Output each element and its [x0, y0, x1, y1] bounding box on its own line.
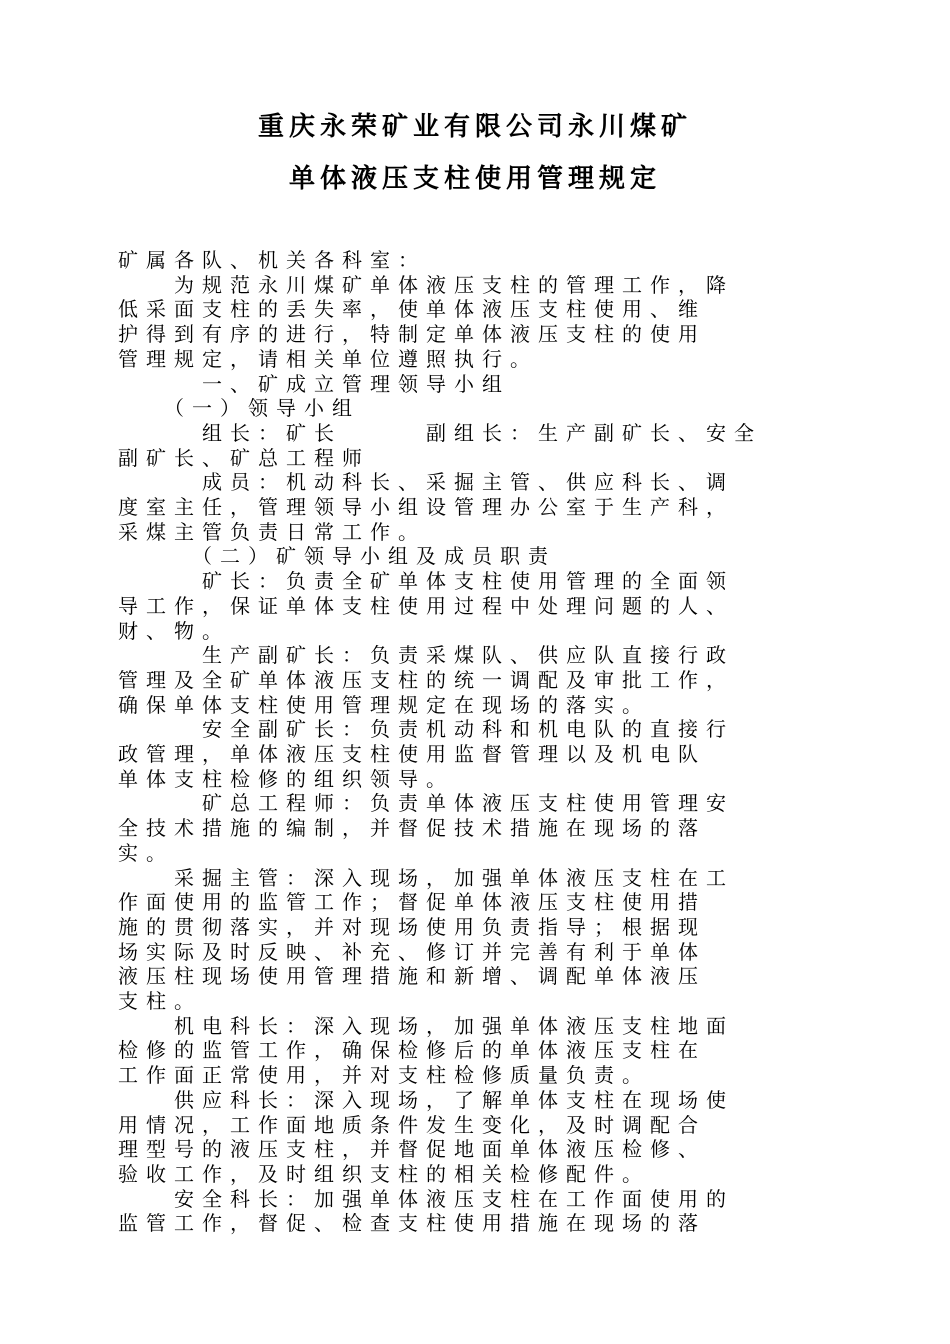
- text-line: 副矿长、矿总工程师: [118, 445, 370, 470]
- text-line: 理型号的液压支柱，并督促地面单体液压检修、: [118, 1137, 706, 1162]
- text-line: 护得到有序的进行，特制定单体液压支柱的使用: [118, 322, 706, 347]
- text-line: 矿属各队、机关各科室：: [118, 248, 426, 272]
- text-line: 矿长：负责全矿单体支柱使用管理的全面领: [118, 569, 734, 594]
- text-line: 安全副矿长：负责机动科和机电队的直接行: [118, 717, 734, 742]
- text-line: （一）领导小组: [118, 396, 360, 421]
- text-line: 机电科长：深入现场，加强单体液压支柱地面: [118, 1013, 734, 1038]
- text-line: 供应科长：深入现场，了解单体支柱在现场使: [118, 1087, 734, 1112]
- text-line: 检修的监管工作，确保检修后的单体液压支柱在: [118, 1038, 706, 1063]
- text-line: 为规范永川煤矿单体液压支柱的管理工作，降: [118, 272, 734, 297]
- text-line: 单体支柱检修的组织领导。: [118, 766, 454, 791]
- text-line: 财、物。: [118, 618, 230, 643]
- text-line: 组长：矿长 副组长：生产副矿长、安全: [118, 420, 762, 445]
- text-line: 政管理，单体液压支柱使用监督管理以及机电队: [118, 742, 706, 766]
- text-line: 监管工作，督促、检查支柱使用措施在现场的落: [118, 1211, 706, 1236]
- text-line: 管理及全矿单体液压支柱的统一调配及审批工作，: [118, 667, 734, 692]
- text-line: 生产副矿长：负责采煤队、供应队直接行政: [118, 643, 734, 668]
- text-line: 作面使用的监管工作；督促单体液压支柱使用措: [118, 890, 706, 915]
- text-line: 管理规定，请相关单位遵照执行。: [118, 346, 538, 371]
- text-line: 低采面支柱的丢失率，使单体液压支柱使用、维: [118, 297, 706, 322]
- text-line: 场实际及时反映、补充、修订并完善有利于单体: [118, 939, 706, 964]
- document-subtitle: 单体液压支柱使用管理规定: [288, 164, 661, 194]
- text-line: 施的贯彻落实，并对现场使用负责指导；根据现: [118, 914, 706, 939]
- text-line: 实。: [118, 840, 174, 865]
- text-line: 用情况，工作面地质条件发生变化，及时调配合: [118, 1112, 706, 1137]
- text-line: 采掘主管：深入现场，加强单体液压支柱在工: [118, 865, 734, 890]
- text-line: 度室主任，管理领导小组设管理办公室于生产科，: [118, 495, 734, 519]
- text-line: 安全科长：加强单体液压支柱在工作面使用的: [118, 1186, 734, 1211]
- text-line: 采煤主管负责日常工作。: [118, 519, 426, 544]
- document-title: 重庆永荣矿业有限公司永川煤矿: [257, 112, 692, 142]
- text-line: 导工作，保证单体支柱使用过程中处理问题的人、: [118, 593, 734, 618]
- text-line: 成员：机动科长、采掘主管、供应科长、调: [118, 470, 734, 495]
- text-line: 一、矿成立管理领导小组: [118, 371, 510, 396]
- text-line: 矿总工程师：负责单体液压支柱使用管理安: [118, 791, 734, 816]
- text-line: 确保单体支柱使用管理规定在现场的落实。: [118, 692, 650, 717]
- text-line: （二）矿领导小组及成员职责: [118, 544, 556, 569]
- text-line: 全技术措施的编制，并督促技术措施在现场的落: [118, 816, 706, 841]
- text-line: 液压柱现场使用管理措施和新增、调配单体液压: [118, 964, 706, 989]
- text-line: 工作面正常使用，并对支柱检修质量负责。: [118, 1063, 650, 1088]
- text-line: 验收工作，及时组织支柱的相关检修配件。: [118, 1161, 650, 1186]
- text-line: 支柱。: [118, 989, 202, 1013]
